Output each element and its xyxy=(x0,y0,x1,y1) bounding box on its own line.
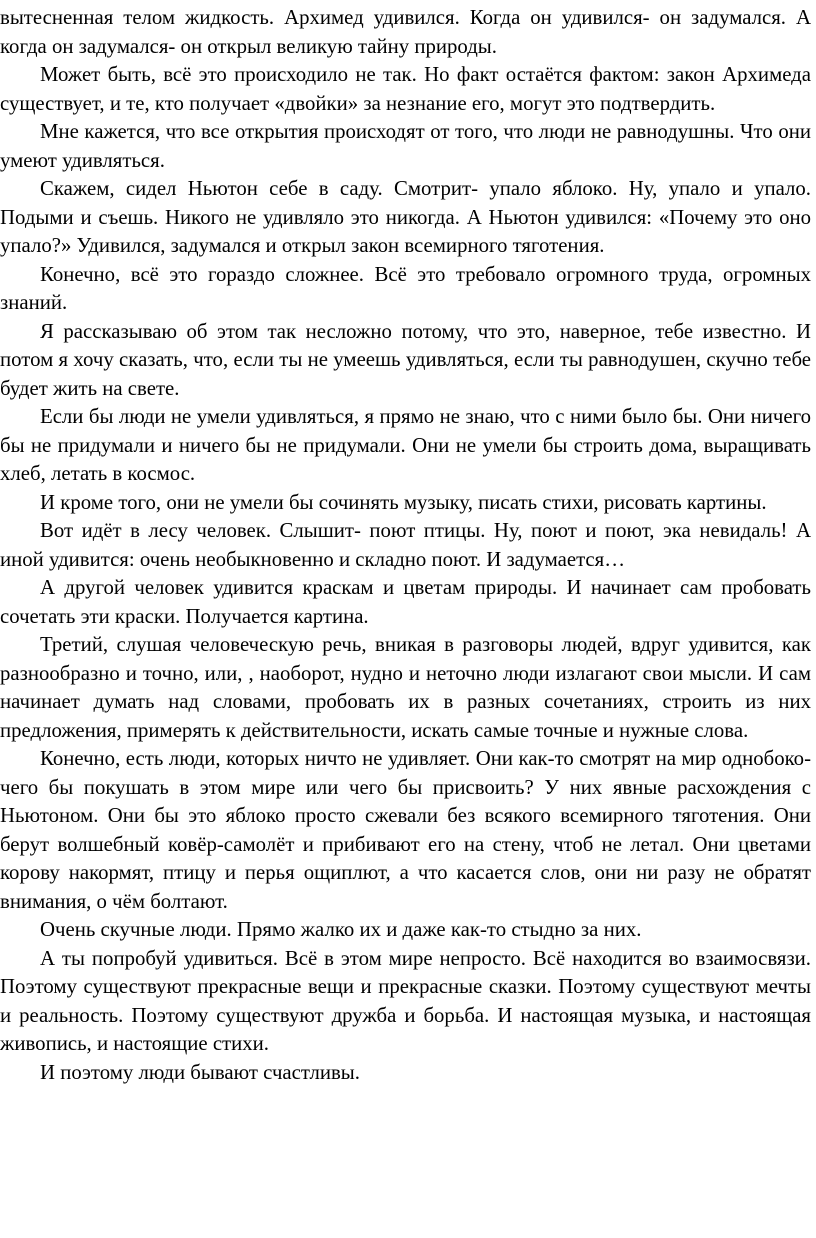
paragraph-9: Вот идёт в лесу человек. Слышит- поют птицы. Ну, поют и поют, эка невидаль! А иной удивится: очень необыкновенно и складно поют. И задумается… xyxy=(0,519,811,571)
paragraph-14: А ты попробуй удивиться. Всё в этом мире непросто. Всё находится во взаимосвязи. Поэтому существуют прекрасные вещи и прекрасные сказки. Поэтому существуют мечты и реальность. Поэтому существуют дружба и борьба. И настоящая музыка, и настоящая живопись, и настоящие стихи. xyxy=(0,946,811,1055)
paragraph-12: Конечно, есть люди, которых ничто не удивляет. Они как-то смотрят на мир однобоко- чего бы покушать в этом мире или чего бы присвоить? У них явные расхождения с Ньютоном. Они бы это яблоко просто сжевали без всякого всемирного тяготения. Они берут волшебный ковёр-самолёт и прибивают его на стену, чтоб не летал. Они цветами корову накормят, птицу и перья ощиплют, а что касается слов, они ни разу не обратят внимания, о чём болтают. xyxy=(0,747,811,913)
paragraph-7: Если бы люди не умели удивляться, я прямо не знаю, что с ними было бы. Они ничего бы не придумали и ничего бы не придумали. Они не умели бы строить дома, выращивать хлеб, летать в космос. xyxy=(0,405,811,485)
paragraph-10: А другой человек удивится краскам и цветам природы. И начинает сам пробовать сочетать эти краски. Получается картина. xyxy=(0,576,811,628)
paragraph-6: Я рассказываю об этом так несложно потому, что это, наверное, тебе известно. И потом я хочу сказать, что, если ты не умеешь удивляться, если ты равнодушен, скучно тебе будет жить на свете. xyxy=(0,319,811,400)
paragraph-3: Мне кажется, что все открытия происходят от того, что люди не равнодушны. Что они умеют удивляться. xyxy=(0,120,811,172)
paragraph-4: Скажем, сидел Ньютон себе в саду. Смотрит- упало яблоко. Ну, упало и упало. Подыми и съешь. Никого не удивляло это никогда. А Ньютон удивился: «Почему это оно упало?» Удивился, задумался и открыл закон всемирного тяготения. xyxy=(0,177,811,257)
paragraph-11: Третий, слушая человеческую речь, вникая в разговоры людей, вдруг удивится, как разнообразно и точно, или, , наоборот, нудно и неточно люди излагают свои мысли. И сам начинает думать над словами, пробовать их в разных сочетаниях, строить из них предложения, примерять к действительности, искать самые точные и нужные слова. xyxy=(0,633,811,742)
paragraph-2: Может быть, всё это происходило не так. Но факт остаётся фактом: закон Архимеда существует, и те, кто получает «двойки» за незнание его, могут это подтвердить. xyxy=(0,63,811,115)
paragraph-13: Очень скучные люди. Прямо жалко их и даже как-то стыдно за них. xyxy=(40,918,642,941)
paragraph-5: Конечно, всё это гораздо сложнее. Всё это требовало огромного труда, огромных знаний. xyxy=(0,262,811,314)
paragraph-15: И поэтому люди бывают счастливы. xyxy=(40,1060,360,1084)
paragraph-8: И кроме того, они не умели бы сочинять музыку, писать стихи, рисовать картины. xyxy=(40,490,767,514)
paragraph-1: вытесненная телом жидкость. Архимед удивился. Когда он удивился- он задумался. А когда он задумался- он открыл великую тайну природы. xyxy=(0,6,811,58)
